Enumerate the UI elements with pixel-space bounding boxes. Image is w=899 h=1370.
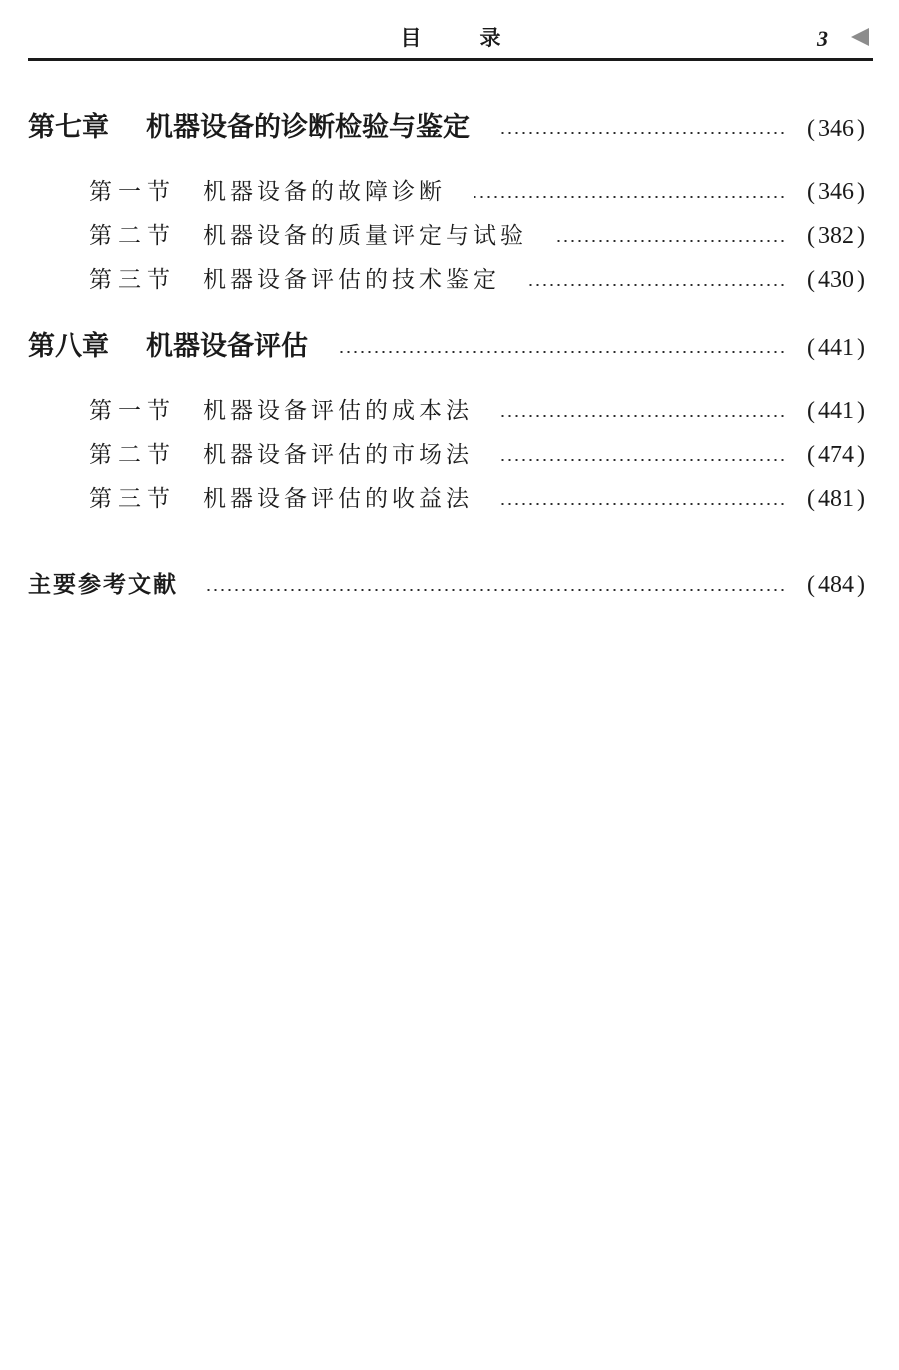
section-page-ref: ( 382 ) (807, 223, 865, 249)
section-number: 第二节 (89, 223, 176, 249)
section-title: 机器设备评估的市场法 (203, 442, 473, 468)
page-value: 481 (818, 486, 854, 512)
page-value: 484 (818, 572, 854, 598)
chapter-number: 第八章 (28, 331, 109, 362)
toc-chapter-7[interactable] (28, 108, 868, 148)
dot-leader (206, 589, 786, 591)
section-title: 机器设备评估的收益法 (203, 486, 473, 512)
dot-leader (501, 459, 786, 461)
toc-section[interactable] (28, 481, 868, 517)
section-page-ref: ( 481 ) (807, 486, 865, 512)
section-number: 第三节 (89, 267, 176, 293)
dot-leader (555, 240, 786, 242)
chapter-title: 机器设备的诊断检验与鉴定 (146, 112, 470, 143)
page-value: 441 (818, 335, 854, 361)
section-title: 机器设备的故障诊断 (203, 179, 446, 205)
dot-leader (528, 284, 786, 286)
section-number: 第一节 (89, 179, 176, 205)
page-value: 382 (818, 223, 854, 249)
toc-section[interactable] (28, 262, 868, 298)
toc-references[interactable] (28, 567, 868, 603)
dot-leader (336, 351, 786, 353)
chapter-page-ref: ( 441 ) (807, 335, 865, 361)
section-number: 第二节 (89, 442, 176, 468)
references-page-ref: ( 484 ) (807, 572, 865, 598)
section-page-ref: ( 430 ) (807, 267, 865, 293)
chapter-title: 机器设备评估 (146, 331, 308, 362)
page-value: 430 (818, 267, 854, 293)
section-number: 第一节 (89, 398, 176, 424)
running-title: 目录 (400, 26, 559, 50)
page-value: 474 (818, 442, 854, 468)
section-title: 机器设备评估的成本法 (203, 398, 473, 424)
section-number: 第三节 (89, 486, 176, 512)
dot-leader (501, 415, 786, 417)
toc-section[interactable] (28, 437, 868, 473)
dot-leader (474, 196, 786, 198)
toc-chapter-8[interactable] (28, 327, 868, 367)
table-of-contents (28, 0, 868, 1370)
section-title: 机器设备评估的技术鉴定 (203, 267, 500, 293)
page-value: 346 (818, 116, 854, 142)
page-value: 441 (818, 398, 854, 424)
toc-section[interactable] (28, 174, 868, 210)
section-page-ref: ( 474 ) (807, 442, 865, 468)
toc-section[interactable] (28, 393, 868, 429)
references-title: 主要参考文献 (28, 572, 178, 598)
dot-leader (498, 132, 786, 134)
chapter-number: 第七章 (28, 112, 109, 143)
chapter-page-ref: ( 346 ) (807, 116, 865, 142)
page-number: 3 (817, 26, 828, 51)
section-page-ref: ( 441 ) (807, 398, 865, 424)
section-title: 机器设备的质量评定与试验 (203, 223, 527, 249)
section-page-ref: ( 346 ) (807, 179, 865, 205)
toc-section[interactable] (28, 218, 868, 254)
page-value: 346 (818, 179, 854, 205)
dot-leader (501, 503, 786, 505)
